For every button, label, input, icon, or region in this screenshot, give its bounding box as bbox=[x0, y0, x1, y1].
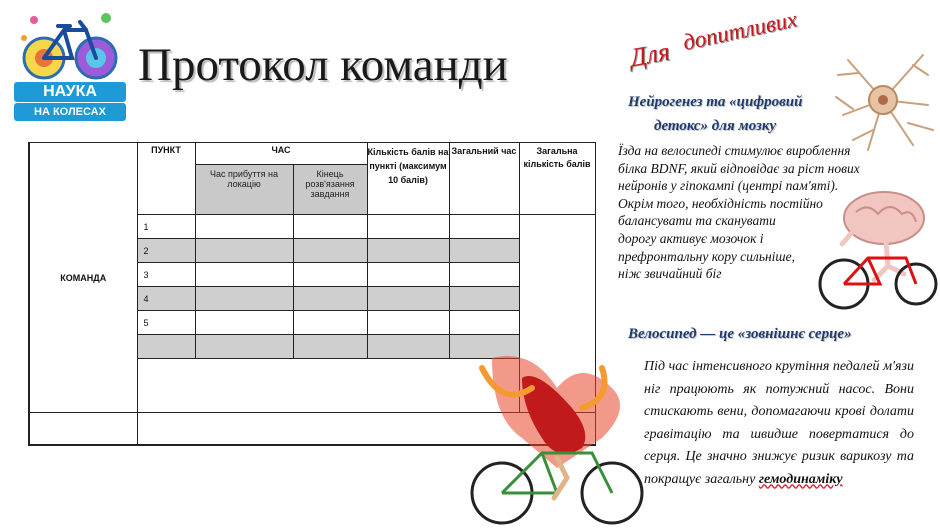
brain-on-bicycle-icon bbox=[816, 188, 938, 312]
section2-bold-term: гемодинаміку bbox=[758, 471, 843, 487]
team-label-cell bbox=[29, 143, 137, 413]
section1-line: Їзда на велосипеді стимулює вироблення bbox=[618, 143, 851, 158]
header-arrival-time: Час прибуття на локацію bbox=[195, 165, 293, 215]
row-number: 3 bbox=[137, 263, 195, 287]
section1-line: Окрім того, необхідність постійно bbox=[618, 195, 823, 211]
row-number: 1 bbox=[137, 215, 195, 239]
total-time-cell[interactable] bbox=[449, 215, 519, 239]
curious-label: допитливих bbox=[680, 6, 800, 56]
section1-line: дорогу активує мозочок і bbox=[618, 230, 764, 246]
points-cell[interactable] bbox=[367, 215, 449, 239]
arrival-cell[interactable] bbox=[195, 263, 293, 287]
logo-line-1: НАУКА bbox=[14, 82, 126, 102]
header-end-time: Кінець розв'язання завдання bbox=[293, 165, 367, 215]
total-time-cell[interactable] bbox=[449, 311, 519, 335]
arrival-cell[interactable] bbox=[195, 239, 293, 263]
points-cell[interactable] bbox=[367, 311, 449, 335]
points-cell[interactable] bbox=[367, 239, 449, 263]
section2-text bbox=[644, 356, 914, 491]
section1-line: білка BDNF, який відповідає за ріст нових bbox=[618, 160, 860, 176]
neuron-icon bbox=[828, 45, 938, 155]
for-label: Для bbox=[627, 36, 673, 73]
points-cell[interactable] bbox=[367, 335, 449, 359]
points-cell[interactable] bbox=[367, 263, 449, 287]
header-punkt: ПУНКТ bbox=[137, 143, 195, 215]
row-number bbox=[137, 335, 195, 359]
end-cell[interactable] bbox=[293, 311, 367, 335]
arrival-cell[interactable] bbox=[195, 335, 293, 359]
total-time-cell[interactable] bbox=[449, 263, 519, 287]
row-number: 2 bbox=[137, 239, 195, 263]
end-cell[interactable] bbox=[293, 287, 367, 311]
section1-title-line1: Нейрогенез та «цифровий bbox=[628, 94, 803, 110]
section1-line: балансувати та сканувати bbox=[618, 213, 776, 229]
total-time-cell[interactable] bbox=[449, 287, 519, 311]
end-cell[interactable] bbox=[293, 215, 367, 239]
header-chas: ЧАС bbox=[195, 143, 367, 165]
section1-line: нейронів у гіпокампі (центрі пам'яті). bbox=[618, 178, 839, 194]
total-time-cell[interactable] bbox=[449, 239, 519, 263]
nauka-na-kolesakh-logo bbox=[14, 8, 126, 118]
team-label: КОМАНДА bbox=[60, 272, 107, 283]
row-number: 5 bbox=[137, 311, 195, 335]
end-cell[interactable] bbox=[293, 239, 367, 263]
page-title: Протокол команди bbox=[138, 39, 508, 91]
section2-title: Велосипед — це «зовнішнє серце» bbox=[628, 326, 852, 342]
header-total-points: Загальна кількість балів bbox=[519, 143, 595, 215]
section1-line: префронтальну кору сильніше, bbox=[618, 248, 795, 264]
arrival-cell[interactable] bbox=[195, 311, 293, 335]
heart-on-bicycle-icon bbox=[462, 348, 652, 528]
end-cell[interactable] bbox=[293, 263, 367, 287]
points-cell[interactable] bbox=[367, 287, 449, 311]
bicycle-logo-icon bbox=[14, 8, 126, 84]
section2-body: Під час інтенсивного крутіння педалей м'язи ніг працюють як потужний насос. Вони стискають вени, допомагаючи крові долати гравітацію та швидше повертатися до серця. Це значно знижує ризик варикозу та покращує загальну bbox=[644, 359, 914, 487]
header-total-time: Загальний час bbox=[449, 143, 519, 215]
row-number: 4 bbox=[137, 287, 195, 311]
footer-left-cell[interactable] bbox=[29, 413, 137, 445]
header-points: Кількість балів на пункті (максимум 10 балів) bbox=[367, 143, 449, 215]
section1-title-line2: детокс» для мозку bbox=[654, 118, 777, 134]
section1-line: ніж звичайний біг bbox=[618, 266, 722, 282]
end-cell[interactable] bbox=[293, 335, 367, 359]
logo-line-2: НА КОЛЕСАХ bbox=[14, 103, 126, 121]
arrival-cell[interactable] bbox=[195, 287, 293, 311]
arrival-cell[interactable] bbox=[195, 215, 293, 239]
